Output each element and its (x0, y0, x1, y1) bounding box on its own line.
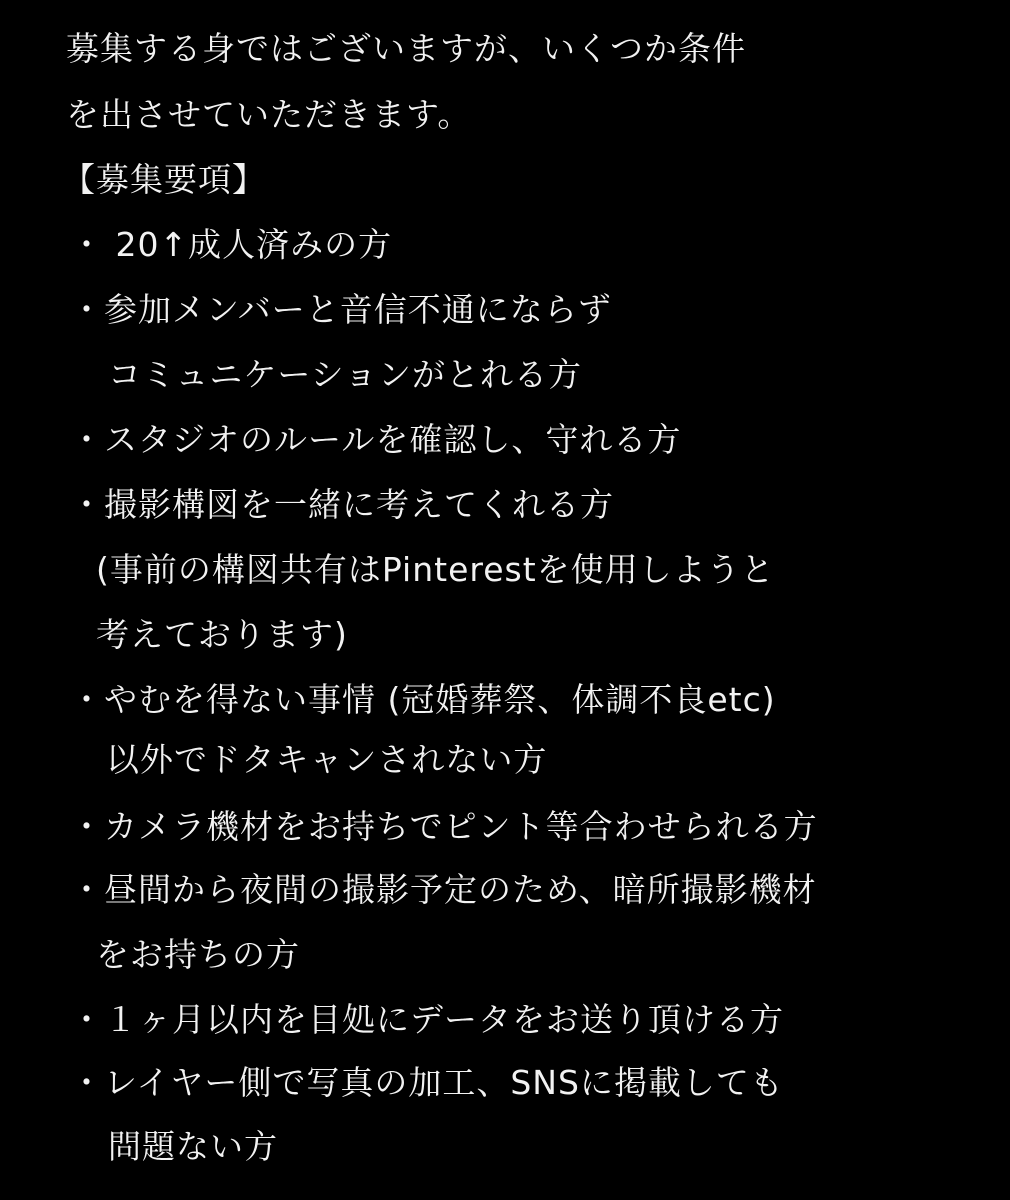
list-item-continuation: (事前の構図共有はPinterestを使用しようと (96, 550, 775, 589)
list-item-continuation: をお持ちの方 (96, 935, 300, 974)
section-heading: 【募集要項】 (62, 160, 266, 199)
list-item: ・カメラ機材をお持ちでピント等合わせられる方 (70, 807, 818, 846)
list-item-continuation: コミュニケーションがとれる方 (108, 355, 583, 394)
list-item: ・昼間から夜間の撮影予定のため、暗所撮影機材 (70, 870, 817, 909)
list-item: ・参加メンバーと音信不通にならず (70, 290, 612, 329)
list-item: ・レイヤー側で写真の加工、SNSに掲載しても (70, 1063, 784, 1102)
list-item-continuation: 問題ない方 (108, 1127, 278, 1166)
intro-line-2: を出させていただきます。 (66, 95, 472, 134)
list-item: ・ 20↑成人済みの方 (70, 225, 393, 264)
intro-line-1: 募集する身ではございますが、いくつか条件 (66, 29, 746, 68)
list-item: ・スタジオのルールを確認し、守れる方 (70, 420, 682, 459)
list-item: ・やむを得ない事情 (冠婚葬祭、体調不良etc) (70, 680, 776, 719)
list-item: ・１ヶ月以内を目処にデータをお送り頂ける方 (70, 1000, 784, 1039)
list-item: ・撮影構図を一緒に考えてくれる方 (70, 485, 614, 524)
list-item-continuation: 以外でドタキャンされない方 (106, 740, 548, 779)
list-item-continuation: 考えております) (96, 615, 348, 654)
